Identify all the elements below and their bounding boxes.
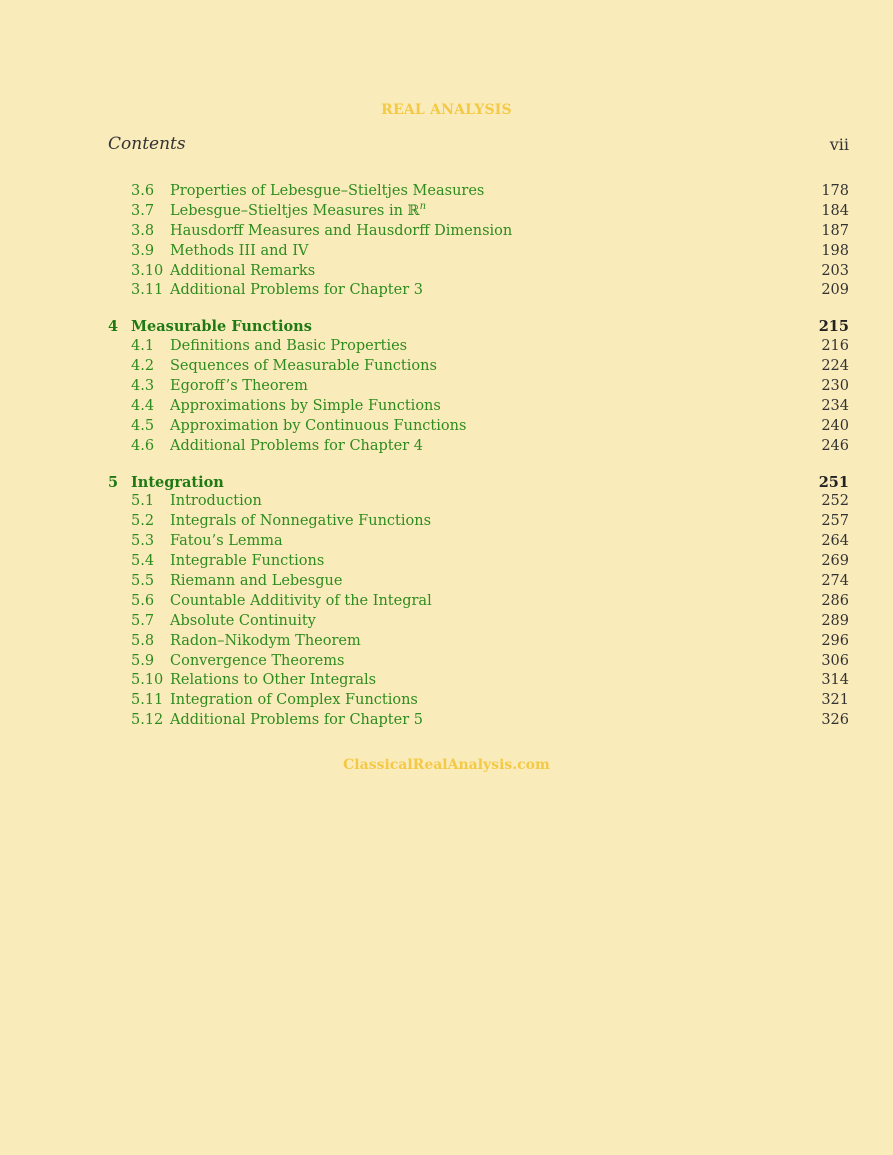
toc-entry-title-text: Fatou’s Lemma: [170, 533, 283, 550]
toc-section-row[interactable]: [108, 262, 849, 282]
toc-entry-page: 246: [821, 437, 849, 454]
toc-section-row[interactable]: [108, 222, 849, 242]
toc-entry-title[interactable]: [170, 242, 309, 262]
table-of-contents: [108, 182, 849, 731]
toc-section-row[interactable]: [108, 242, 849, 262]
toc-entry-number: 4.6: [131, 437, 155, 454]
toc-entry-title-text: Introduction: [170, 493, 262, 510]
page-title: Contents: [108, 134, 186, 154]
toc-entry-number: 4.3: [131, 378, 155, 395]
toc-entry-title-text: Additional Problems for Chapter 3: [170, 282, 423, 299]
toc-entry-page: 251: [818, 473, 849, 491]
toc-entry-number: 5.8: [131, 632, 155, 649]
toc-entry-title-text: Integration: [131, 473, 224, 491]
toc-section-row[interactable]: [108, 612, 849, 632]
toc-entry-title-text: Riemann and Lebesgue: [170, 573, 343, 590]
toc-entry-title-text: Relations to Other Integrals: [170, 672, 377, 689]
toc-entry-title[interactable]: [170, 357, 437, 377]
toc-entry-title[interactable]: [170, 377, 308, 397]
toc-entry-page: 264: [821, 533, 849, 550]
toc-section-row[interactable]: [108, 182, 849, 202]
toc-entry-title[interactable]: [170, 691, 418, 711]
toc-entry-title[interactable]: [170, 592, 432, 612]
toc-entry-title[interactable]: [131, 317, 312, 337]
toc-entry-number: 5: [108, 473, 119, 491]
toc-entry-title[interactable]: [170, 337, 407, 357]
toc-entry-page: 240: [821, 417, 849, 434]
toc-section-row[interactable]: [108, 337, 849, 357]
toc-entry-page: 198: [821, 242, 849, 259]
toc-entry-number: 5.7: [131, 612, 155, 629]
toc-chapter-row[interactable]: [108, 317, 849, 337]
toc-section-row[interactable]: [108, 691, 849, 711]
toc-entry-title-text: Approximations by Simple Functions: [170, 397, 441, 414]
toc-entry-title[interactable]: [170, 397, 441, 417]
toc-entry-title-text: Integrals of Nonnegative Functions: [170, 513, 432, 530]
toc-entry-title-text: Sequences of Measurable Functions: [170, 358, 437, 375]
toc-entry-number: 4: [108, 318, 119, 336]
toc-section-row[interactable]: [108, 202, 849, 222]
toc-entry-number: 5.6: [131, 592, 155, 609]
toc-entry-number: 5.1: [131, 493, 155, 510]
toc-section-row[interactable]: [108, 417, 849, 437]
toc-entry-title[interactable]: [170, 281, 423, 301]
toc-entry-title[interactable]: [170, 572, 342, 592]
toc-entry-number: 5.9: [131, 652, 155, 669]
toc-section-row[interactable]: [108, 357, 849, 377]
toc-entry-page: 203: [821, 262, 849, 279]
toc-entry-number: 3.9: [131, 242, 155, 259]
toc-entry-number: 3.10: [131, 262, 164, 279]
toc-entry-page: 321: [821, 692, 849, 709]
toc-entry-title[interactable]: [170, 437, 423, 457]
toc-section-row[interactable]: [108, 492, 849, 512]
toc-entry-title-text: Integration of Complex Functions: [170, 692, 418, 709]
toc-entry-page: 234: [821, 397, 849, 414]
toc-entry-page: 187: [821, 222, 849, 239]
toc-entry-title[interactable]: [170, 552, 324, 572]
toc-entry-title[interactable]: [170, 671, 376, 691]
toc-section-row[interactable]: [108, 512, 849, 532]
toc-entry-number: 4.2: [131, 358, 155, 375]
toc-entry-title[interactable]: [170, 492, 262, 512]
toc-entry-number: 5.4: [131, 553, 155, 570]
toc-entry-page: 296: [821, 632, 849, 649]
toc-section-row[interactable]: [108, 397, 849, 417]
toc-entry-number: 5.11: [131, 692, 164, 709]
toc-section-row[interactable]: [108, 281, 849, 301]
toc-entry-title[interactable]: [170, 222, 512, 242]
toc-entry-title-text: Measurable Functions: [131, 318, 312, 336]
toc-entry-page: 224: [821, 358, 849, 375]
toc-entry-title[interactable]: [170, 652, 344, 672]
toc-chapter-row[interactable]: [108, 473, 849, 493]
toc-entry-number: 5.5: [131, 573, 155, 590]
toc-entry-page: 257: [821, 513, 849, 530]
toc-section-row[interactable]: [108, 711, 849, 731]
toc-entry-page: 252: [821, 493, 849, 510]
toc-entry-title-text: Additional Problems for Chapter 4: [170, 437, 423, 454]
toc-entry-title-text: Convergence Theorems: [170, 652, 345, 669]
toc-section-row[interactable]: [108, 592, 849, 612]
toc-entry-number: 5.10: [131, 672, 164, 689]
toc-entry-page: 230: [821, 378, 849, 395]
toc-entry-title-text: Approximation by Continuous Functions: [170, 417, 467, 434]
toc-entry-title[interactable]: [170, 612, 316, 632]
toc-entry-page: 286: [821, 592, 849, 609]
footer-site-link[interactable]: ClassicalRealAnalysis.com: [343, 757, 550, 773]
toc-entry-number: 3.7: [131, 202, 155, 219]
toc-entry-number: 4.4: [131, 397, 155, 414]
toc-entry-title-text: Egoroff’s Theorem: [170, 378, 308, 395]
toc-section-row[interactable]: [108, 552, 849, 572]
toc-section-row[interactable]: [108, 532, 849, 552]
toc-section-row[interactable]: [108, 572, 849, 592]
toc-entry-title[interactable]: [170, 632, 361, 652]
toc-entry-number: 3.8: [131, 222, 155, 239]
toc-entry-title-text: Absolute Continuity: [170, 612, 316, 629]
toc-entry-page: 184: [821, 202, 849, 219]
toc-entry-number: 3.11: [131, 282, 164, 299]
toc-entry-number: 5.2: [131, 513, 155, 530]
toc-entry-title-text: Radon–Nikodym Theorem: [170, 632, 361, 649]
toc-section-row[interactable]: [108, 377, 849, 397]
toc-entry-title-text: Countable Additivity of the Integral: [170, 592, 432, 609]
toc-entry-page: 289: [821, 612, 849, 629]
toc-entry-page: 215: [818, 318, 849, 336]
toc-entry-number: 5.3: [131, 533, 155, 550]
toc-entry-page: 274: [821, 573, 849, 590]
toc-entry-title[interactable]: [170, 182, 484, 202]
toc-entry-page: 326: [821, 712, 849, 729]
toc-entry-title-text: Lebesgue–Stieltjes Measures in ℝ: [170, 202, 420, 219]
toc-entry-page: 269: [821, 553, 849, 570]
toc-entry-title-text: Additional Remarks: [170, 262, 316, 279]
toc-entry-page: 216: [821, 338, 849, 355]
toc-entry-title-text: Integrable Functions: [170, 553, 325, 570]
toc-entry-superscript: n: [419, 201, 427, 213]
toc-entry-page: 314: [821, 672, 849, 689]
toc-entry-number: 4.1: [131, 338, 155, 355]
toc-entry-title-text: Methods III and IV: [170, 242, 309, 259]
toc-entry-number: 3.6: [131, 183, 155, 199]
toc-section-row[interactable]: [108, 437, 849, 457]
toc-entry-title[interactable]: [170, 532, 283, 552]
toc-section-row[interactable]: [108, 671, 849, 691]
toc-section-row[interactable]: [108, 652, 849, 672]
running-header: REAL ANALYSIS: [381, 102, 512, 118]
toc-section-row[interactable]: [108, 632, 849, 652]
toc-entry-title-text: Definitions and Basic Properties: [170, 338, 408, 355]
page-number: vii: [829, 135, 849, 154]
toc-entry-page: 209: [821, 282, 849, 299]
toc-entry-title[interactable]: [170, 262, 315, 282]
toc-entry-title[interactable]: [170, 711, 423, 731]
toc-entry-title[interactable]: [170, 512, 431, 532]
toc-entry-title-text: Hausdorff Measures and Hausdorff Dimension: [170, 222, 513, 239]
toc-entry-page: 306: [821, 652, 849, 669]
toc-entry-page: 178: [821, 183, 849, 199]
toc-entry-title[interactable]: [170, 202, 426, 222]
toc-entry-number: 4.5: [131, 417, 155, 434]
toc-entry-number: 5.12: [131, 712, 164, 729]
toc-entry-title-text: Additional Problems for Chapter 5: [170, 712, 423, 729]
toc-entry-title-text: Properties of Lebesgue–Stieltjes Measures: [170, 183, 485, 199]
toc-entry-title[interactable]: [170, 417, 466, 437]
toc-entry-title[interactable]: [131, 473, 224, 493]
